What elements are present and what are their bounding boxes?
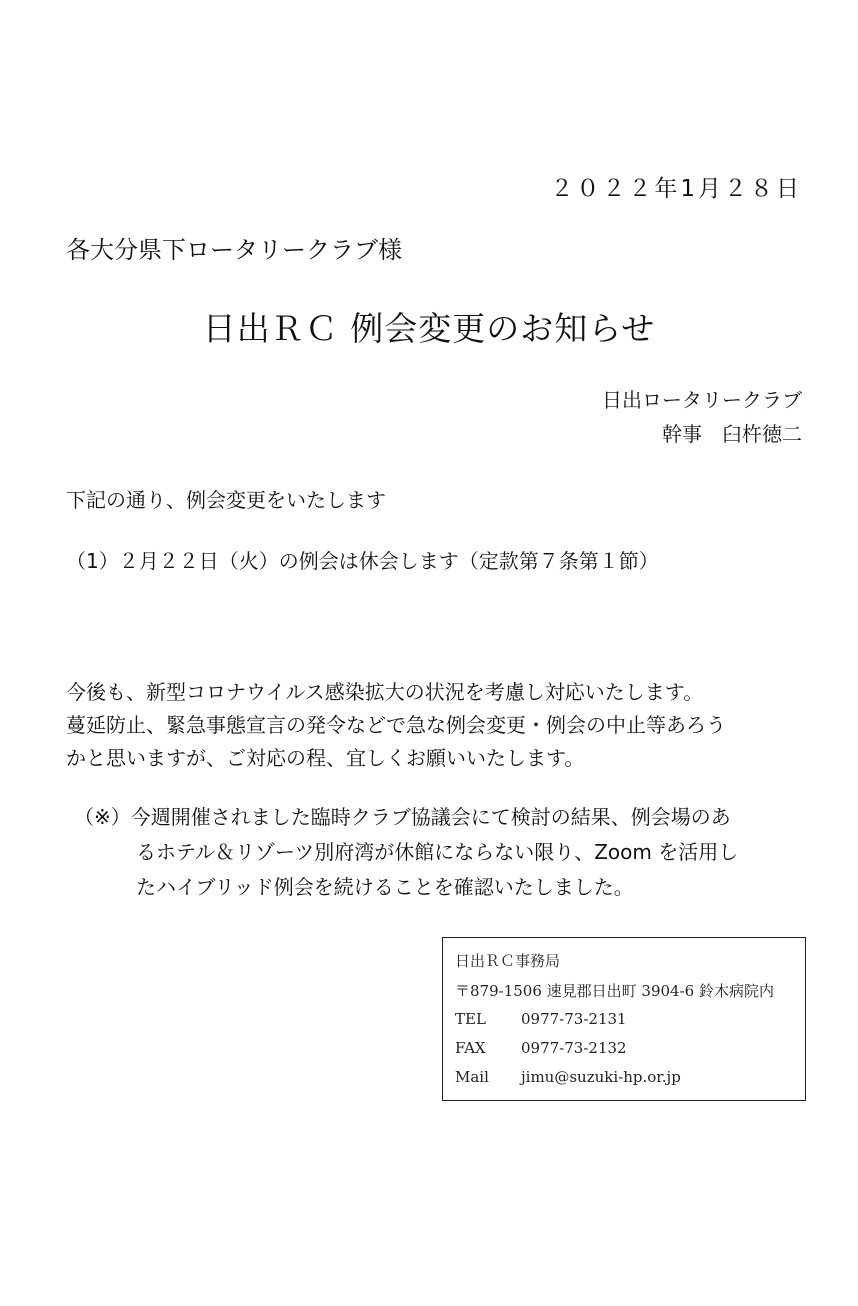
note-paragraph	[74, 800, 738, 905]
note-line: （※）今週開催されました臨時クラブ協議会にて検討の結果、例会場のあ	[74, 805, 731, 829]
tel-number: 0977-73-2131	[521, 1010, 627, 1028]
contact-tel-row	[455, 1010, 627, 1028]
contact-office: 日出ＲＣ事務局	[455, 952, 561, 970]
sender-person: 幹事 臼杵徳二	[662, 422, 802, 446]
mail-label: Mail	[455, 1068, 489, 1086]
fax-label: FAX	[455, 1039, 486, 1057]
contact-mail-row	[455, 1068, 681, 1086]
document-date: ２０２２年1月２８日	[550, 176, 802, 202]
notice-line: 蔓延防止、緊急事態宣言の発令などで急な例会変更・例会の中止等あろう	[66, 713, 726, 737]
tel-label: TEL	[455, 1010, 486, 1028]
intro-text: 下記の通り、例会変更をいたします	[66, 488, 386, 512]
contact-fax-row	[455, 1039, 627, 1057]
fax-number: 0977-73-2132	[521, 1039, 627, 1057]
sender-organization: 日出ロータリークラブ	[602, 388, 802, 412]
notice-line: 今後も、新型コロナウイルス感染拡大の状況を考慮し対応いたします。	[66, 680, 704, 704]
document-title: 日出ＲＣ 例会変更のお知らせ	[202, 309, 656, 348]
note-line: たハイブリッド例会を続けることを確認いたしました。	[136, 875, 634, 899]
change-item: （1）２月２２日（火）の例会は休会します（定款第７条第１節）	[66, 549, 659, 573]
notice-paragraph	[66, 676, 726, 775]
notice-line: かと思いますが、ご対応の程、宜しくお願いいたします。	[66, 746, 585, 770]
addressee: 各大分県下ロータリークラブ様	[66, 236, 402, 264]
note-line: るホテル＆リゾーツ別府湾が休館にならない限り、Zoom を活用し	[136, 840, 739, 864]
contact-box	[442, 937, 806, 1101]
contact-address: 〒879-1506 速見郡日出町 3904-6 鈴木病院内	[455, 982, 774, 1000]
mail-address[interactable]: jimu@suzuki-hp.or.jp	[521, 1068, 681, 1086]
